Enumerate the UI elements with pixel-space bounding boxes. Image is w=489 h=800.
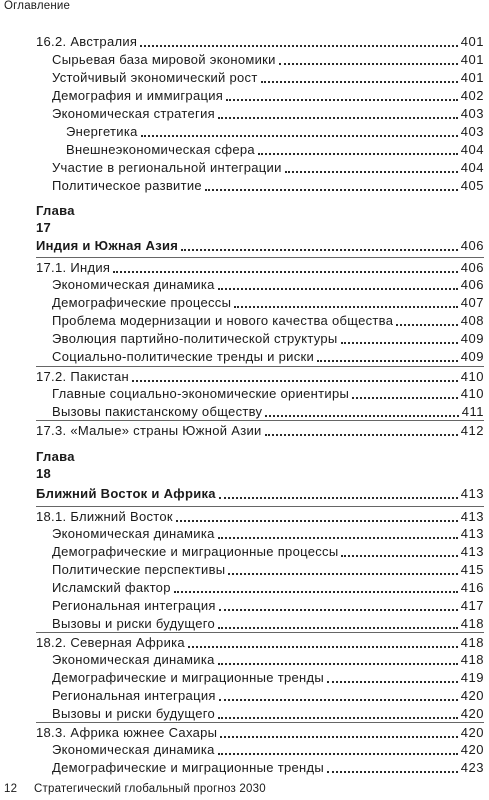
toc-entry-section[interactable]: 16.2. Австралия 401 <box>36 34 484 49</box>
toc-entry-section[interactable]: 18.1. Ближний Восток 413 <box>36 506 484 525</box>
toc-entry[interactable]: Вызовы пакистанскому обществу 411 <box>52 404 484 419</box>
toc-entry-section[interactable]: 17.1. Индия 406 <box>36 257 484 276</box>
dot-leader <box>176 519 458 522</box>
toc-entry[interactable]: Демографические и миграционные тренды 419 <box>52 670 484 685</box>
page-footer <box>4 783 266 795</box>
dot-leader <box>234 305 458 308</box>
dot-leader <box>327 680 458 683</box>
chapter-number: 18 <box>36 466 52 481</box>
toc-entry-section[interactable]: 17.3. «Малые» страны Южной Азии 412 <box>36 420 484 439</box>
toc-entry[interactable]: Главные социально-экономические ориентиры 410 <box>52 386 484 401</box>
toc-entry[interactable]: Демографические и миграционные процессы 413 <box>52 544 484 559</box>
toc-entry[interactable]: Политическое развитие 405 <box>52 178 484 193</box>
dot-leader <box>352 396 458 399</box>
dot-leader <box>113 270 458 273</box>
toc-entry-section[interactable]: 18.2. Северная Африка 418 <box>36 632 484 651</box>
toc-entry[interactable]: Региональная интеграция 417 <box>52 598 484 613</box>
dot-leader <box>327 770 458 773</box>
toc-entry-section[interactable]: 18.3. Африка южнее Сахары 420 <box>36 722 484 741</box>
toc-entry[interactable]: Региональная интеграция 420 <box>52 688 484 703</box>
toc-entry[interactable]: Исламский фактор 416 <box>52 580 484 595</box>
toc-chapter-title[interactable]: Индия и Южная Азия 406 <box>36 238 484 253</box>
toc-entry[interactable]: Демографические и миграционные тренды 423 <box>52 760 484 775</box>
dot-leader <box>219 496 458 499</box>
dot-leader <box>218 626 458 629</box>
toc-entry[interactable]: Проблема модернизации и нового качества общества 408 <box>52 313 484 328</box>
dot-leader <box>261 80 458 83</box>
dot-leader <box>341 341 458 344</box>
dot-leader <box>218 287 458 290</box>
dot-leader <box>205 188 458 191</box>
toc-entry[interactable]: Участие в региональной интеграции 404 <box>52 160 484 175</box>
dot-leader <box>219 608 458 611</box>
toc-entry[interactable]: Экономическая динамика 418 <box>52 652 484 667</box>
toc-entry[interactable]: Вызовы и риски будущего 420 <box>52 706 484 721</box>
dot-leader <box>218 662 458 665</box>
toc-entry[interactable]: Сырьевая база мировой экономики 401 <box>52 52 484 67</box>
dot-leader <box>258 152 458 155</box>
dot-leader <box>341 554 457 557</box>
dot-leader <box>265 414 458 417</box>
dot-leader <box>218 716 458 719</box>
dot-leader <box>285 170 458 173</box>
dot-leader <box>218 536 458 539</box>
dot-leader <box>132 379 458 382</box>
dot-leader <box>220 735 457 738</box>
toc-entry[interactable]: Социально-политические тренды и риски 409 <box>52 349 484 364</box>
toc-entry[interactable]: Политические перспективы 415 <box>52 562 484 577</box>
dot-leader <box>140 44 458 47</box>
dot-leader <box>218 116 458 119</box>
chapter-label: Глава <box>36 203 75 218</box>
toc-chapter-title[interactable]: Ближний Восток и Африка 413 <box>36 486 484 501</box>
chapter-label: Глава <box>36 449 75 464</box>
dot-leader <box>317 359 458 362</box>
toc-entry[interactable]: Эволюция партийно-политической структуры 409 <box>52 331 484 346</box>
toc-entry[interactable]: Устойчивый экономический рост 401 <box>52 70 484 85</box>
dot-leader <box>218 752 458 755</box>
dot-leader <box>265 433 458 436</box>
toc-entry-sub[interactable]: Энергетика 403 <box>66 124 484 139</box>
book-title: Стратегический глобальный прогноз 2030 <box>34 783 266 795</box>
dot-leader <box>219 698 458 701</box>
toc-entry[interactable]: Экономическая стратегия 403 <box>52 106 484 121</box>
dot-leader <box>141 134 458 137</box>
toc-entry[interactable]: Вызовы и риски будущего 418 <box>52 616 484 631</box>
toc-entry[interactable]: Экономическая динамика 406 <box>52 277 484 292</box>
dot-leader <box>228 572 457 575</box>
toc-entry[interactable]: Экономическая динамика 420 <box>52 742 484 757</box>
dot-leader <box>188 645 458 648</box>
toc-entry-sub[interactable]: Внешнеэкономическая сфера 404 <box>66 142 484 157</box>
toc-entry-section[interactable]: 17.2. Пакистан 410 <box>36 366 484 385</box>
dot-leader <box>174 590 458 593</box>
toc-entry[interactable]: Демографические процессы 407 <box>52 295 484 310</box>
page-number: 12 <box>4 783 18 795</box>
dot-leader <box>226 98 458 101</box>
dot-leader <box>181 248 458 251</box>
running-head: Оглавление <box>4 0 71 12</box>
dot-leader <box>396 323 458 326</box>
toc-entry[interactable]: Демография и иммиграция 402 <box>52 88 484 103</box>
chapter-number: 17 <box>36 220 52 235</box>
toc-entry[interactable]: Экономическая динамика 413 <box>52 526 484 541</box>
dot-leader <box>279 62 458 65</box>
